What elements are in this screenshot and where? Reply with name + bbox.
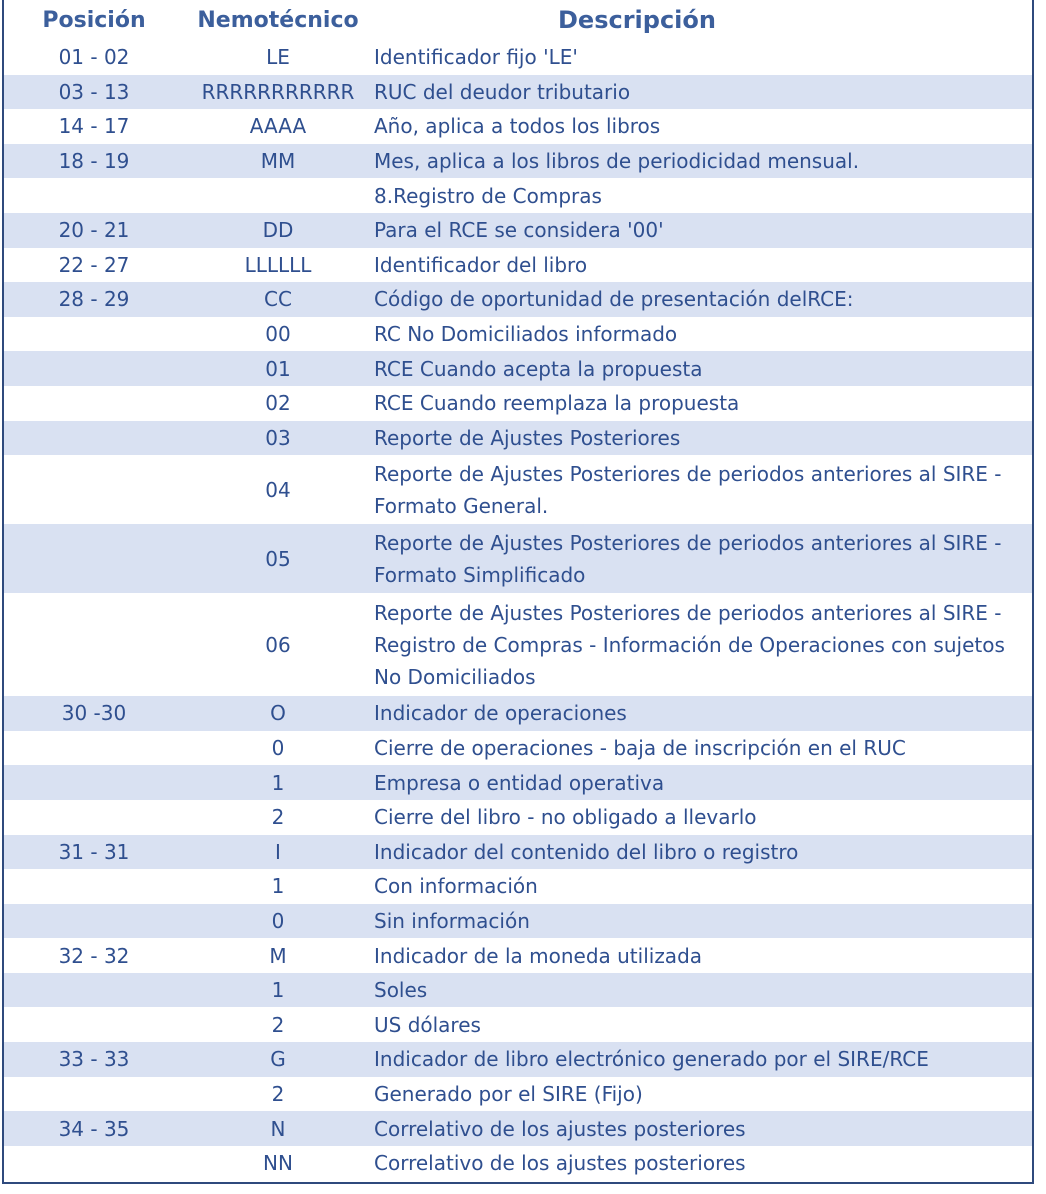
table-row — [4, 109, 1032, 144]
table-row — [4, 282, 1032, 317]
table-row — [4, 317, 1032, 352]
table-body — [4, 40, 1032, 1180]
table-row — [4, 1007, 1032, 1042]
cell-nemotecnico: 06 — [265, 632, 291, 657]
cell-nemotecnico: RRRRRRRRRRR — [201, 79, 355, 104]
cell-nemotecnico: 2 — [271, 805, 285, 830]
table-row — [4, 765, 1032, 800]
cell-nemotecnico: 0 — [271, 736, 285, 761]
cell-nemotecnico: 0 — [271, 908, 285, 933]
table-row — [4, 835, 1032, 870]
cell-posicion: 33 - 33 — [58, 1047, 130, 1072]
cell-nemotecnico: 01 — [265, 356, 291, 381]
cell-nemotecnico: 1 — [271, 978, 285, 1003]
cell-descripcion: Reporte de Ajustes Posteriores de periodos anteriores al SIRE - Registro de Compras - Información de Operaciones con sujetos No Domiciliados — [374, 600, 1005, 689]
cell-descripcion: Soles — [374, 978, 428, 1003]
table-row — [4, 351, 1032, 386]
table-row — [4, 1042, 1032, 1077]
table-row — [4, 800, 1032, 835]
table-row — [4, 421, 1032, 456]
cell-descripcion: US dólares — [374, 1012, 481, 1037]
cell-nemotecnico: 2 — [271, 1012, 285, 1037]
cell-posicion: 18 - 19 — [58, 149, 130, 174]
cell-nemotecnico: 1 — [271, 770, 285, 795]
cell-descripcion: Reporte de Ajustes Posteriores — [374, 425, 681, 450]
cell-descripcion: 8.Registro de Compras — [374, 183, 602, 208]
cell-descripcion: RC No Domiciliados informado — [374, 322, 678, 347]
table-row — [4, 973, 1032, 1008]
table-row — [4, 455, 1032, 524]
cell-nemotecnico: DD — [262, 218, 294, 243]
cell-nemotecnico: 04 — [265, 477, 291, 502]
cell-nemotecnico: 2 — [271, 1081, 285, 1106]
cell-descripcion: Para el RCE se considera '00' — [374, 218, 664, 243]
table-row — [4, 248, 1032, 283]
cell-descripcion: Con información — [374, 874, 538, 899]
cell-descripcion: Correlativo de los ajustes posteriores — [374, 1116, 746, 1141]
cell-descripcion: Indicador del contenido del libro o registro — [374, 839, 799, 864]
cell-descripcion: Generado por el SIRE (Fijo) — [374, 1081, 643, 1106]
cell-nemotecnico: LE — [266, 45, 290, 70]
cell-descripcion: Cierre del libro - no obligado a llevarlo — [374, 805, 757, 830]
cell-posicion: 14 - 17 — [58, 114, 130, 139]
cell-posicion: 34 - 35 — [58, 1116, 130, 1141]
table-row — [4, 904, 1032, 939]
cell-descripcion: Reporte de Ajustes Posteriores de periodos anteriores al SIRE - Formato General. — [374, 461, 1002, 518]
cell-nemotecnico: 02 — [265, 391, 291, 416]
table-row — [4, 213, 1032, 248]
cell-descripcion: Indicador de operaciones — [374, 701, 627, 726]
table-row — [4, 524, 1032, 593]
cell-nemotecnico: NN — [263, 1151, 293, 1176]
cell-posicion: 01 - 02 — [58, 45, 130, 70]
cell-descripcion: Año, aplica a todos los libros — [374, 114, 661, 139]
cell-posicion: 32 - 32 — [58, 943, 130, 968]
table-header — [4, 0, 1032, 40]
table-row — [4, 1111, 1032, 1146]
cell-descripcion: Indicador de la moneda utilizada — [374, 943, 703, 968]
cell-nemotecnico: 00 — [265, 322, 291, 347]
cell-posicion: 30 -30 — [61, 701, 127, 726]
cell-descripcion: Sin información — [374, 908, 530, 933]
cell-nemotecnico: MM — [260, 149, 296, 174]
table-row — [4, 1077, 1032, 1112]
table-row — [4, 696, 1032, 731]
table-row — [4, 144, 1032, 179]
header-nemotecnico: Nemotécnico — [197, 7, 359, 33]
cell-descripcion: Correlativo de los ajustes posteriores — [374, 1151, 746, 1176]
table-row — [4, 938, 1032, 973]
cell-nemotecnico: 03 — [265, 425, 291, 450]
cell-descripcion: RCE Cuando reemplaza la propuesta — [374, 391, 740, 416]
cell-posicion: 03 - 13 — [58, 79, 130, 104]
table-row — [4, 1146, 1032, 1181]
table-row — [4, 40, 1032, 75]
field-spec-table — [2, 0, 1034, 1184]
cell-descripcion: Identificador fijo 'LE' — [374, 45, 578, 70]
cell-posicion: 31 - 31 — [58, 839, 130, 864]
cell-posicion: 28 - 29 — [58, 287, 130, 312]
cell-posicion: 20 - 21 — [58, 218, 130, 243]
cell-nemotecnico: CC — [264, 287, 292, 312]
cell-nemotecnico: N — [270, 1116, 286, 1141]
cell-descripcion: RCE Cuando acepta la propuesta — [374, 356, 703, 381]
cell-descripcion: Cierre de operaciones - baja de inscripción en el RUC — [374, 736, 906, 761]
header-descripcion: Descripción — [558, 6, 716, 34]
table-row — [4, 386, 1032, 421]
cell-descripcion: Indicador de libro electrónico generado por el SIRE/RCE — [374, 1047, 929, 1072]
cell-posicion: 22 - 27 — [58, 252, 130, 277]
cell-nemotecnico: G — [270, 1047, 286, 1072]
cell-descripcion: RUC del deudor tributario — [374, 79, 631, 104]
table-row — [4, 869, 1032, 904]
table-row — [4, 731, 1032, 766]
cell-nemotecnico: 05 — [265, 546, 291, 571]
header-posicion: Posición — [42, 7, 146, 33]
cell-descripcion: Reporte de Ajustes Posteriores de periodos anteriores al SIRE - Formato Simplificado — [374, 530, 1002, 587]
table-row — [4, 75, 1032, 110]
cell-nemotecnico: M — [269, 943, 287, 968]
cell-descripcion: Empresa o entidad operativa — [374, 770, 665, 795]
cell-descripcion: Código de oportunidad de presentación delRCE: — [374, 287, 854, 312]
cell-nemotecnico: LLLLLL — [244, 252, 312, 277]
cell-descripcion: Mes, aplica a los libros de periodicidad mensual. — [374, 149, 860, 174]
cell-nemotecnico: O — [270, 701, 286, 726]
cell-nemotecnico: AAAA — [249, 114, 307, 139]
table-row — [4, 593, 1032, 696]
cell-nemotecnico: 1 — [271, 874, 285, 899]
table-row — [4, 178, 1032, 213]
cell-descripcion: Identificador del libro — [374, 252, 588, 277]
cell-nemotecnico: I — [275, 839, 281, 864]
